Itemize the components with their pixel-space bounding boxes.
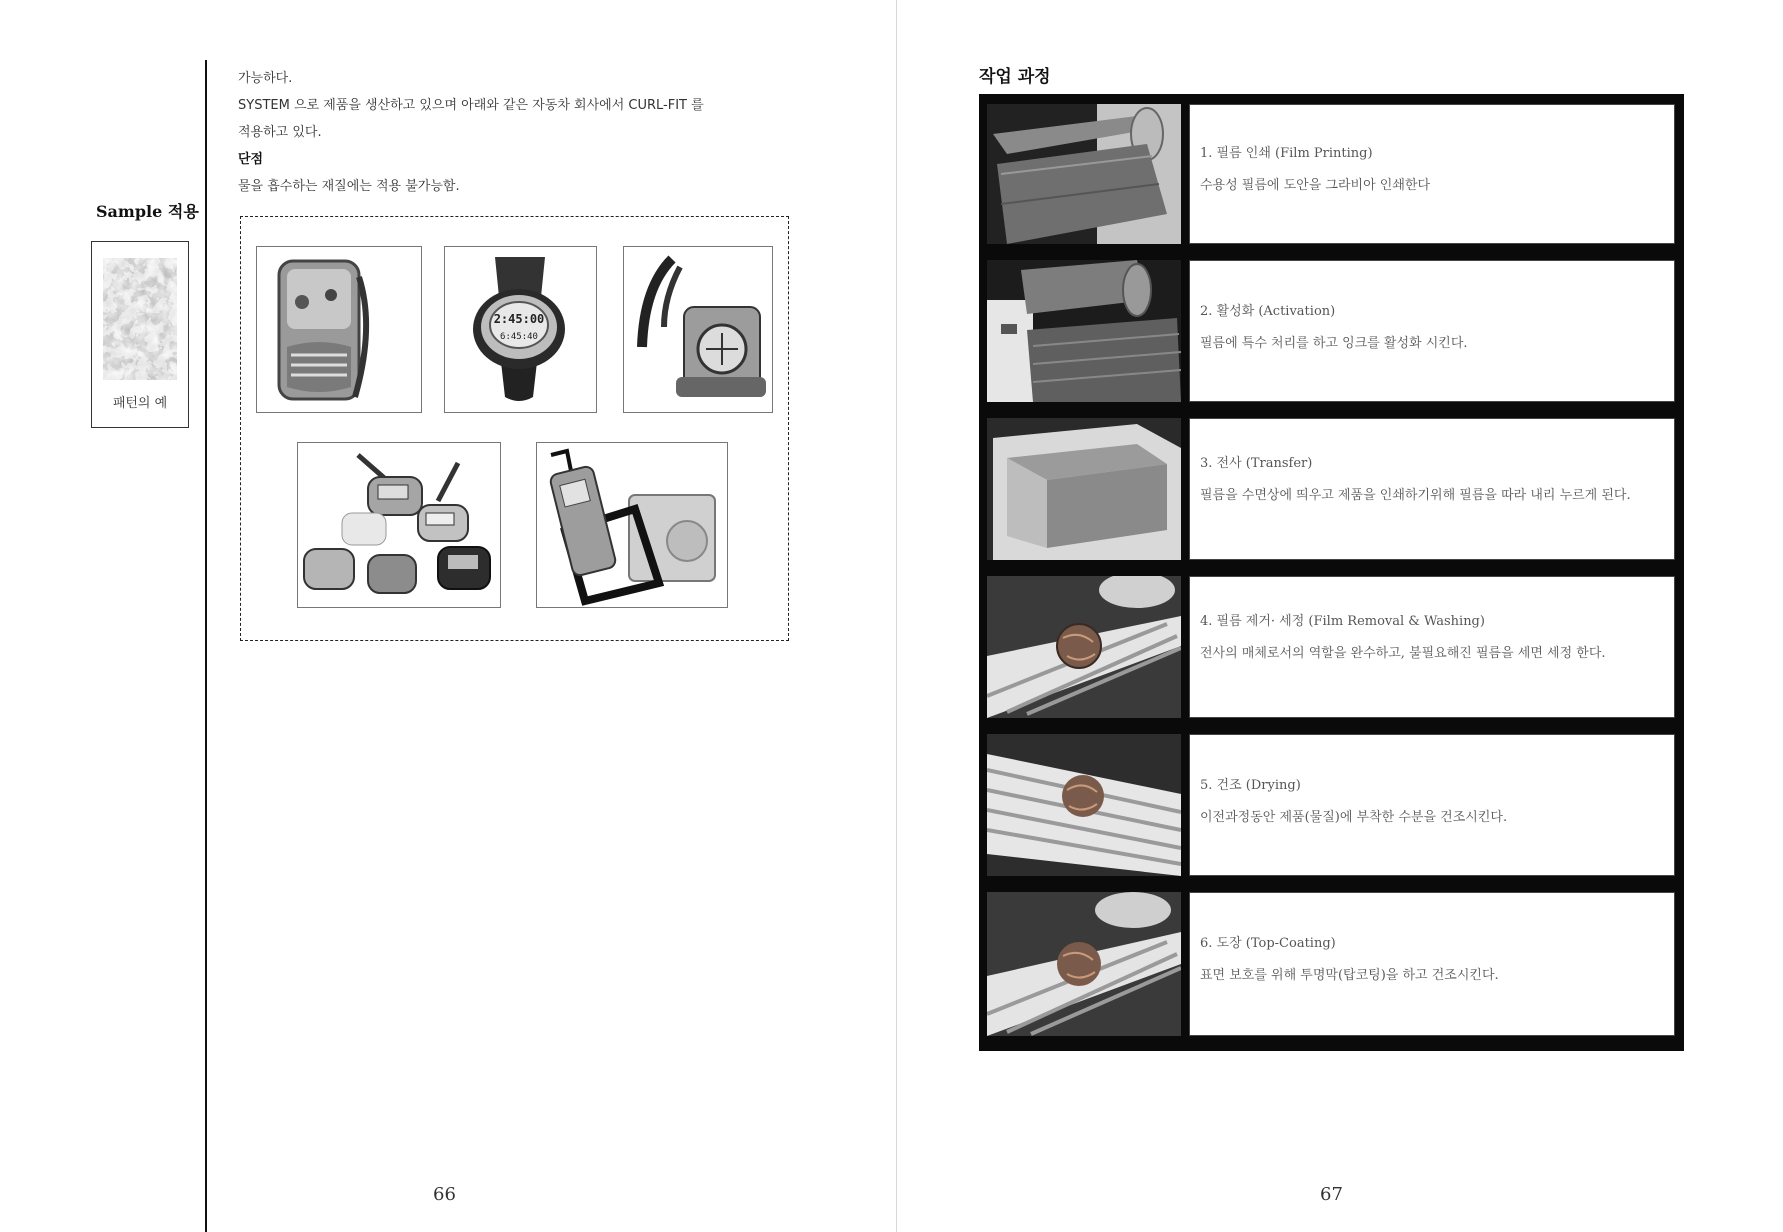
wearable-device-photo — [623, 246, 773, 413]
transfer-image — [987, 418, 1181, 560]
step-text — [1189, 576, 1675, 718]
step-text — [1189, 892, 1675, 1036]
step-title: 3. 전사 (Transfer) — [1200, 456, 1313, 471]
film-printing-image — [987, 104, 1181, 244]
step-title: 4. 필름 제거· 세정 (Film Removal & Washing) — [1200, 614, 1485, 629]
intro-line: SYSTEM 으로 제품을 생산하고 있으며 아래와 같은 자동차 회사에서 CURL-FIT 를 — [238, 98, 704, 113]
step-description: 전사의 매체로서의 역할을 완수하고, 불필요해진 필름을 세면 세정 한다. — [1200, 646, 1606, 661]
step-text — [1189, 418, 1675, 560]
intro-line: 적용하고 있다. — [238, 125, 322, 140]
film-removal-image — [987, 576, 1181, 718]
pattern-example-box — [91, 241, 189, 428]
step-description: 수용성 필름에 도안을 그라비아 인쇄한다 — [1200, 178, 1431, 193]
process-title: 작업 과정 — [979, 67, 1051, 87]
process-step-row — [979, 576, 1684, 718]
watch-photo — [444, 246, 597, 413]
step-title: 1. 필름 인쇄 (Film Printing) — [1200, 146, 1373, 161]
process-table — [979, 94, 1684, 1051]
step-title: 5. 건조 (Drying) — [1200, 778, 1301, 793]
intro-line: 가능하다. — [238, 71, 293, 86]
pattern-caption: 패턴의 예 — [112, 396, 168, 411]
backpack-photo — [256, 246, 422, 413]
process-step-row — [979, 734, 1684, 876]
process-step-row — [979, 260, 1684, 402]
process-step-row — [979, 892, 1684, 1036]
step-description: 이전과정동안 제품(물질)에 부착한 수분을 건조시킨다. — [1200, 810, 1508, 825]
step-description: 필름에 특수 처리를 하고 잉크를 활성화 시킨다. — [1200, 336, 1468, 351]
step-title: 2. 활성화 (Activation) — [1200, 304, 1336, 319]
page-number: 67 — [1320, 1184, 1343, 1205]
step-title: 6. 도장 (Top-Coating) — [1200, 936, 1336, 951]
step-description: 표면 보호를 위해 투명막(탑코팅)을 하고 건조시킨다. — [1200, 968, 1499, 983]
body-text — [238, 65, 818, 200]
mobile-phone-photo — [536, 442, 728, 608]
process-step-row — [979, 104, 1684, 244]
drawback-heading: 단점 — [238, 152, 264, 167]
step-text — [1189, 260, 1675, 402]
watch-display-top: 2:45:00 — [493, 312, 545, 326]
sample-heading: Sample 적용 — [96, 202, 199, 221]
marble-pattern-image — [103, 258, 177, 380]
drying-image — [987, 734, 1181, 876]
right-page — [897, 0, 1783, 1232]
step-description: 필름을 수면상에 띄우고 제품을 인쇄하기위해 필름을 따라 내리 누르게 된다. — [1200, 488, 1631, 503]
sample-photo-frame — [240, 216, 789, 641]
process-step-row — [979, 418, 1684, 560]
step-text — [1189, 104, 1675, 244]
pagers-photo — [297, 442, 501, 608]
drawback-text: 물을 흡수하는 재질에는 적용 불가능함. — [238, 179, 460, 194]
step-text — [1189, 734, 1675, 876]
page-number: 66 — [433, 1184, 456, 1205]
margin-rule — [205, 60, 207, 1232]
activation-image — [987, 260, 1181, 402]
top-coating-image — [987, 892, 1181, 1036]
watch-display-bottom: 6:45:40 — [500, 332, 538, 342]
